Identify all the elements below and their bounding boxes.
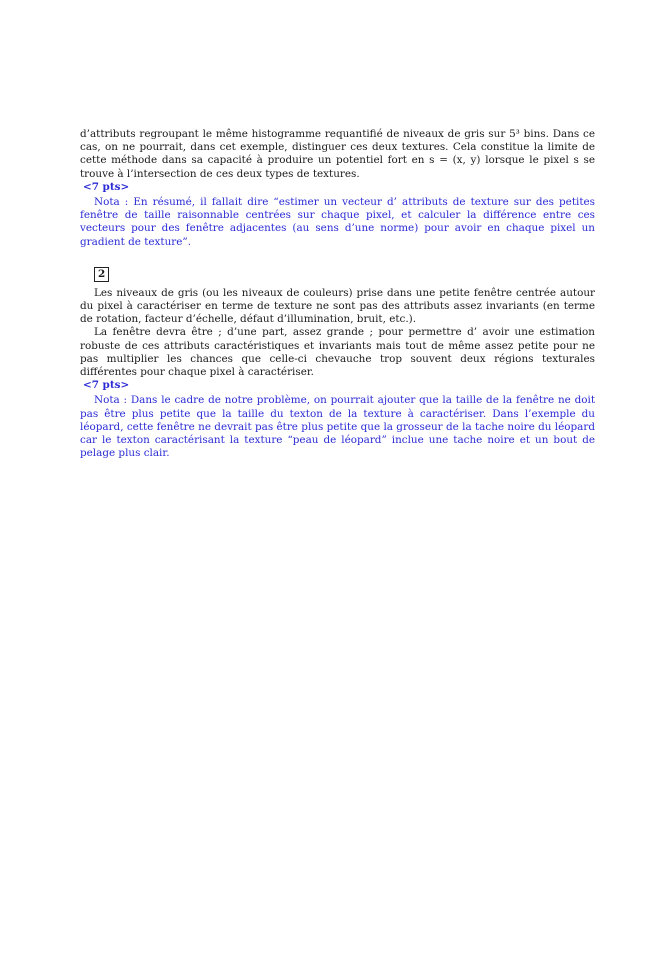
section2-paragraph-1: Les niveaux de gris (ou les niveaux de couleurs) prise dans une petite fenêtre centrée autour du pixel à caractériser en terme de texture ne sont pas des attributs assez invariants (en terme de rotation, facteur d’échelle, défaut d’illumination, bruit, etc.).: [80, 286, 595, 326]
section2-nota: Nota : Dans le cadre de notre problème, on pourrait ajouter que la taille de la fenêtre ne doit pas être plus petite que la taille du texton de la texture à caractériser. Dans l’exemple du léopard, cette fenêtre ne devrait pas être plus petite que la grosseur de la tache noire du léopard car le texton caractérisant la texture “peau de léopard” inclue une tache noire et un bout de pelage plus clair.: [80, 394, 595, 460]
section1-nota: Nota : En résumé, il fallait dire “estimer un vecteur d’ attributs de texture sur des petites fenêtre de taille raisonnable centrées sur chaque pixel, et calculer la différence entre ces vecteurs pour des fenêtre adjacentes (au sens d’une norme) pour avoir en chaque pixel un gradient de texture”.: [80, 196, 595, 248]
document-page: [80, 128, 595, 460]
section2-points: <7 pts>: [83, 379, 130, 392]
question-number-box: 2: [94, 267, 109, 282]
section1-points: <7 pts>: [83, 180, 130, 193]
section1-paragraph: d’attributs regroupant le même histogramme requantifié de niveaux de gris sur 5³ bins. Dans ce cas, on ne pourrait, dans cet exemple, distinguer ces deux textures. Cela constitue la limite de cette méthode dans sa capacité à produire un potentiel fort en s = (x, y) lorsque le pixel s se trouve à l’intersection de ces deux types de textures.: [80, 128, 595, 180]
section2-paragraph-2: La fenêtre devra être ; d’une part, assez grande ; pour permettre d’ avoir une estimation robuste de ces attributs caractéristiques et invariants mais tout de même assez petite pour ne pas multiplier les chances que celle-ci chevauche trop souvent deux régions texturales différentes pour chaque pixel à caractériser.: [80, 326, 595, 379]
